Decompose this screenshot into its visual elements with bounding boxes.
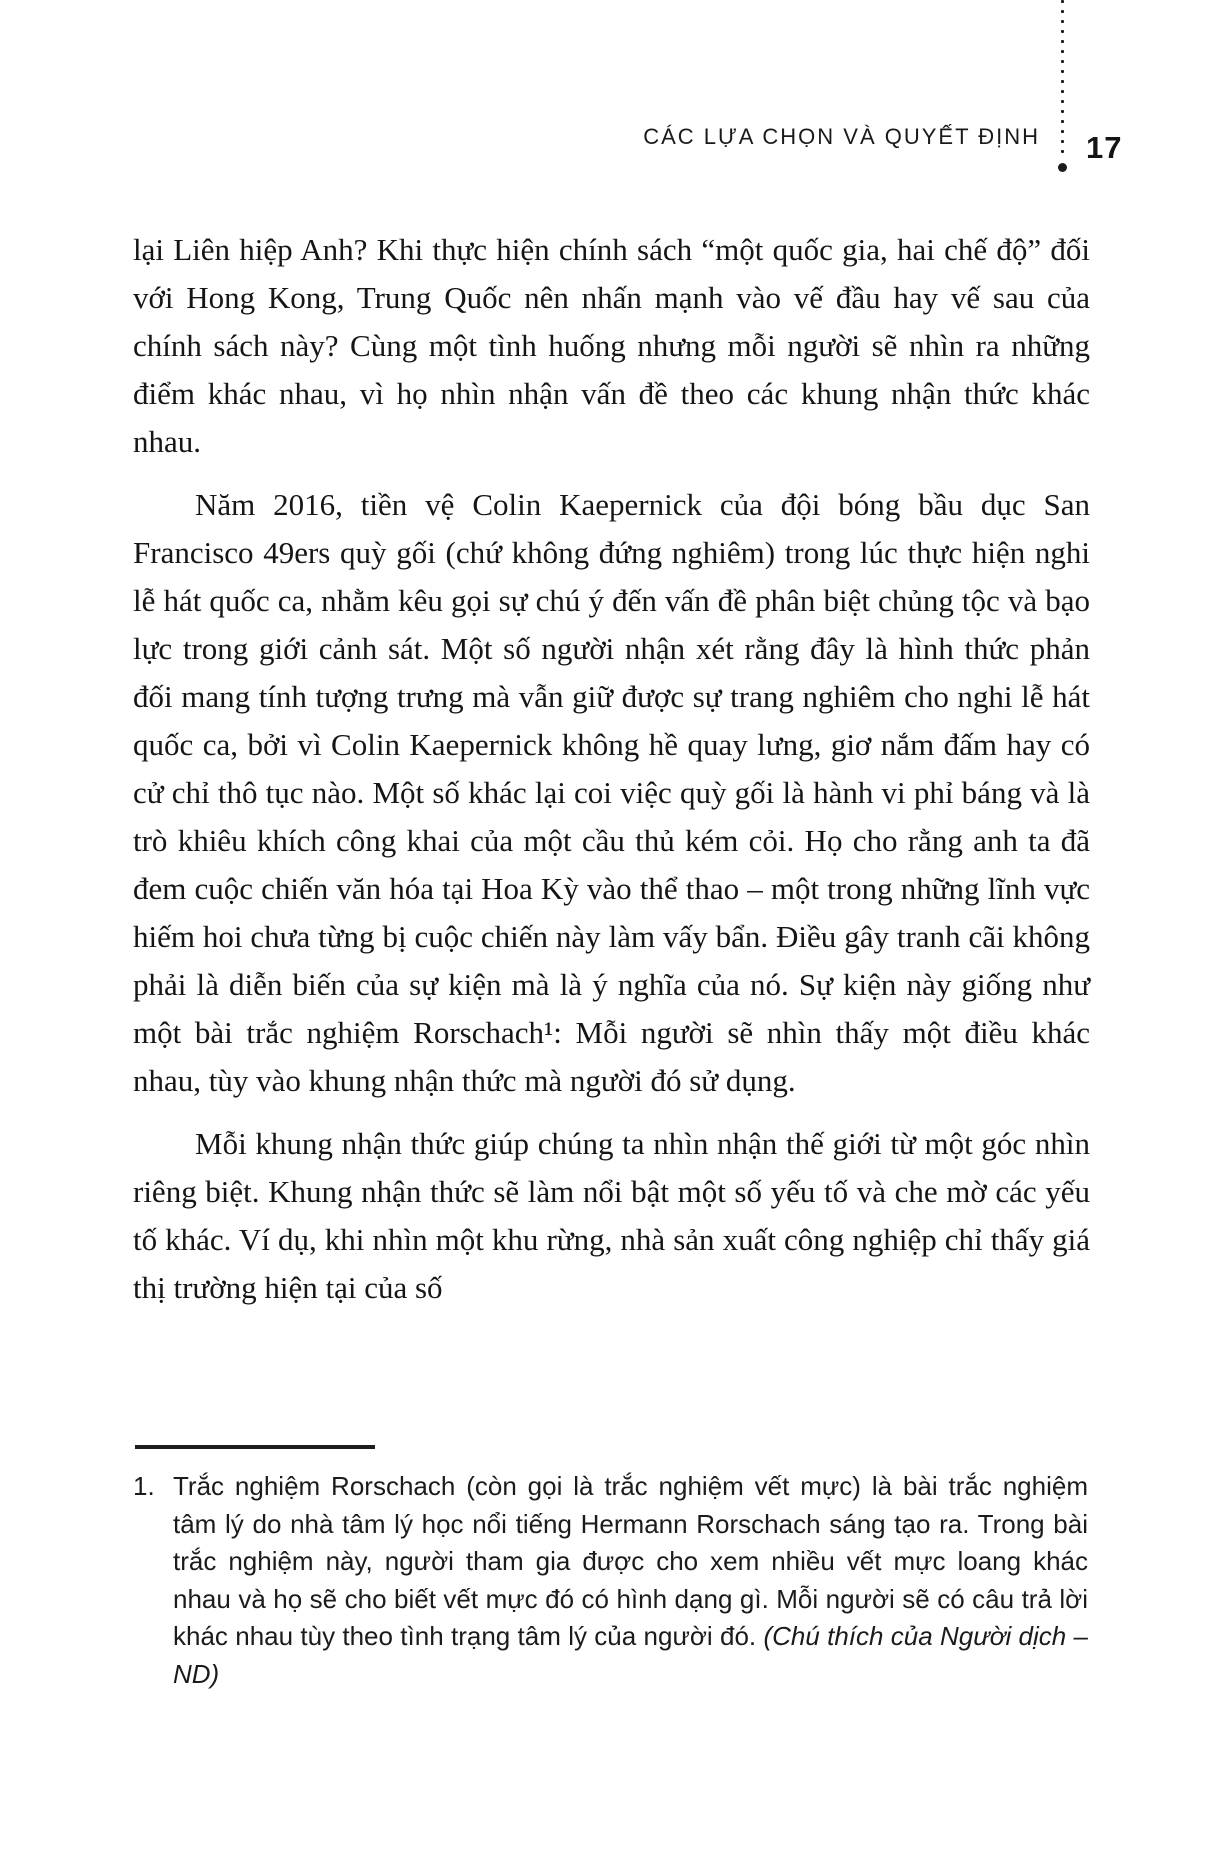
footnote-text: Trắc nghiệm Rorschach (còn gọi là trắc nghiệm vết mực) là bài trắc nghiệm tâm lý do nhà tâm lý học nổi tiếng Hermann Rorschach sáng tạo ra. Trong bài trắc nghiệm này, người tham gia được cho xem nhiều vết mực loang khác nhau và họ sẽ cho biết vết mực đó có hình dạng gì. Mỗi người sẽ có câu trả lời khác nhau tùy theo tình trạng tâm lý của người đó. [173, 1471, 1088, 1651]
footnote-translator-note: (Chú thích của Người dịch – ND) [173, 1621, 1089, 1689]
body-text [133, 226, 1090, 1327]
body-paragraph: Mỗi khung nhận thức giúp chúng ta nhìn nhận thế giới từ một góc nhìn riêng biệt. Khung nhận thức sẽ làm nổi bật một số yếu tố và che mờ các yếu tố khác. Ví dụ, khi nhìn một khu rừng, nhà sản xuất công nghiệp chỉ thấy giá thị trường hiện tại của số [133, 1126, 1090, 1305]
footnote-marker: 1. [133, 1471, 155, 1501]
body-paragraph: lại Liên hiệp Anh? Khi thực hiện chính sách “một quốc gia, hai chế độ” đối với Hong Kong, Trung Quốc nên nhấn mạnh vào vế đầu hay vế sau của chính sách này? Cùng một tình huống nhưng mỗi người sẽ nhìn ra những điểm khác nhau, vì họ nhìn nhận vấn đề theo các khung nhận thức khác nhau. [133, 232, 1090, 459]
footnote-divider [135, 1445, 375, 1449]
running-header-chapter-title: CÁC LỰA CHỌN VÀ QUYẾT ĐỊNH [643, 124, 1040, 149]
body-paragraph: Năm 2016, tiền vệ Colin Kaepernick của đội bóng bầu dục San Francisco 49ers quỳ gối (chứ không đứng nghiêm) trong lúc thực hiện nghi lễ hát quốc ca, nhằm kêu gọi sự chú ý đến vấn đề phân biệt chủng tộc và bạo lực trong giới cảnh sát. Một số người nhận xét rằng đây là hình thức phản đối mang tính tượng trưng mà vẫn giữ được sự trang nghiêm cho nghi lễ hát quốc ca, bởi vì Colin Kaepernick không hề quay lưng, giơ nắm đấm hay có cử chỉ thô tục nào. Một số khác lại coi việc quỳ gối là hành vi phỉ báng và là trò khiêu khích công khai của một cầu thủ kém cỏi. Họ cho rằng anh ta đã đem cuộc chiến văn hóa tại Hoa Kỳ vào thể thao – một trong những lĩnh vực hiếm hoi chưa từng bị cuộc chiến này làm vấy bẩn. Điều gây tranh cãi không phải là diễn biến của sự kiện mà là ý nghĩa của nó. Sự kiện này giống như một bài trắc nghiệm Rorschach¹: Mỗi người sẽ nhìn thấy một điều khác nhau, tùy vào khung nhận thức mà người đó sử dụng. [133, 487, 1090, 1098]
footnote [133, 1468, 1088, 1693]
header-dotted-divider [1061, 0, 1064, 160]
page-number: 17 [1086, 130, 1123, 165]
